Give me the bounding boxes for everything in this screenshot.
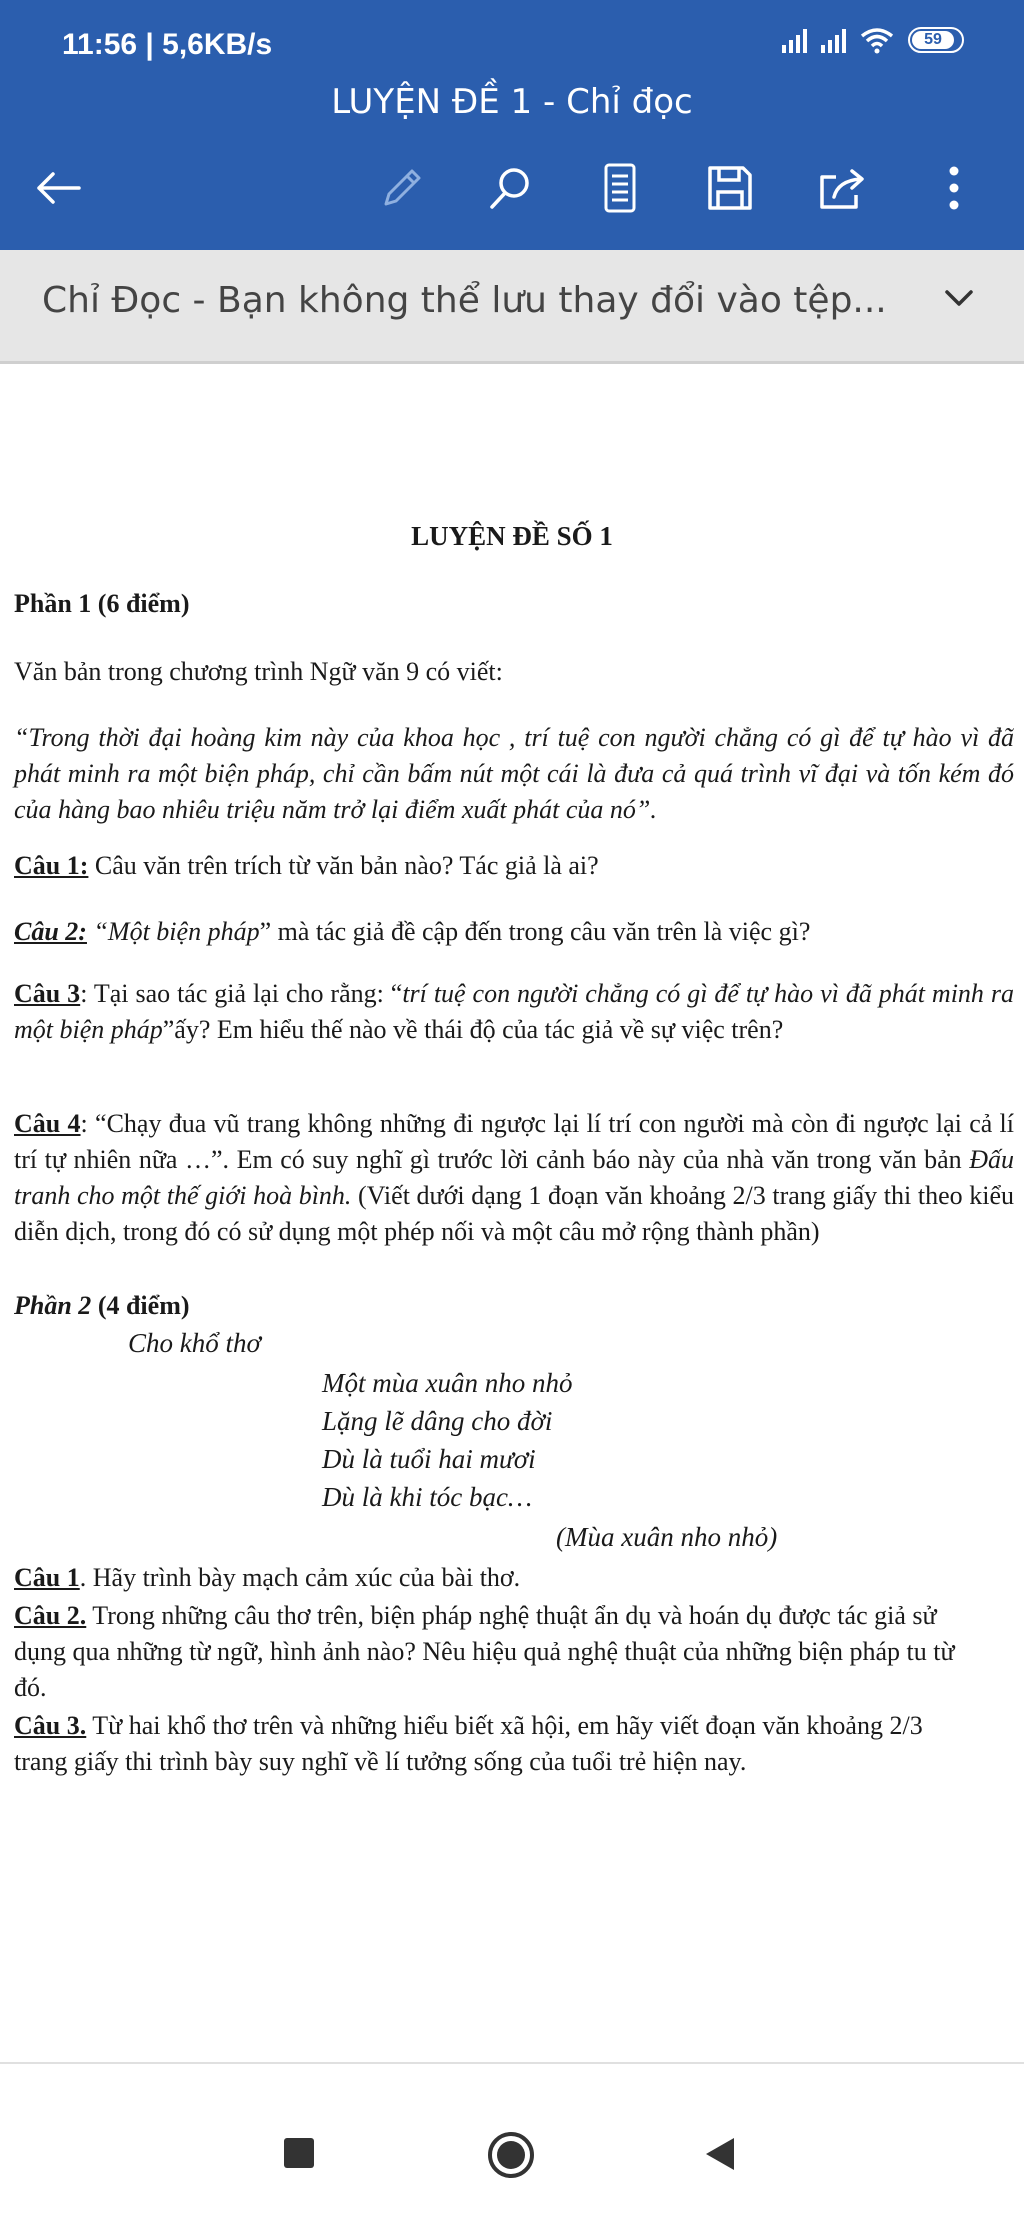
system-navigation-bar — [0, 2096, 1024, 2217]
question-3-text-b: ”ấy? Em hiểu thế nào về thái độ của tác giả về sự việc trên? — [162, 1015, 784, 1044]
document-title: LUYỆN ĐỀ 1 - Chỉ đọc — [331, 82, 693, 122]
share-button[interactable] — [812, 158, 872, 218]
question-2-italic: “Một biện pháp — [86, 917, 260, 946]
poem-intro: Cho khổ thơ — [128, 1328, 261, 1358]
question-1-text: Câu văn trên trích từ văn bản nào? Tác giả là ai? — [88, 851, 599, 880]
question-2-label: Câu 2: — [14, 917, 87, 946]
system-back-button[interactable] — [702, 2134, 738, 2179]
recent-apps-icon — [282, 2136, 316, 2170]
poem-line-3: Dù là tuổi hai mươi — [322, 1444, 536, 1474]
page-divider — [0, 2062, 1024, 2064]
part1-title: Phần 1 (6 điểm) — [14, 589, 190, 618]
part2-label: Phần 2 — [14, 1291, 92, 1320]
question-3-text-a: : Tại sao tác giả lại cho rằng: “ — [80, 979, 403, 1008]
poem-line-1: Một mùa xuân nho nhỏ — [322, 1368, 573, 1398]
question-3-label: Câu 3 — [14, 979, 81, 1008]
question-4 — [14, 1106, 1014, 1250]
part2-question-3-text: Từ hai khổ thơ trên và những hiểu biết xã hội, em hãy viết đoạn văn khoảng 2/3 trang giấy thi trình bày suy nghĩ về lí tưởng sống của tuổi trẻ hiện nay. — [14, 1711, 923, 1776]
question-4-text-b: (Viết dưới dạng 1 đoạn văn khoảng 2/3 trang giấy thi theo kiểu diễn dịch, trong đó có sử dụng một phép nối và một câu mở rộng thành phần) — [14, 1181, 1014, 1246]
question-2 — [14, 914, 1014, 950]
more-icon — [946, 163, 962, 213]
signal-icon — [782, 27, 807, 53]
wifi-icon — [860, 26, 894, 54]
part2-question-2-label: Câu 2. — [14, 1601, 87, 1630]
read-only-bar[interactable] — [0, 250, 1024, 364]
share-icon — [816, 163, 868, 213]
search-button[interactable] — [480, 158, 540, 218]
part2-title — [14, 1288, 1014, 1324]
recent-apps-button[interactable] — [282, 2136, 316, 2175]
part2-question-1-text: . Hãy trình bày mạch cảm xúc của bài thơ. — [79, 1563, 521, 1592]
question-3 — [14, 976, 1014, 1048]
poem-source: (Mùa xuân nho nhỏ) — [556, 1522, 778, 1552]
reading-view-button[interactable] — [590, 158, 650, 218]
status-time: 11:56 | 5,6KB/s — [62, 28, 273, 61]
battery-level: 59 — [912, 31, 954, 49]
app-header — [0, 0, 1024, 250]
home-icon — [486, 2130, 536, 2180]
document-heading: LUYỆN ĐỀ SỐ 1 — [411, 521, 613, 551]
pencil-icon — [378, 164, 426, 212]
question-3-italic: trí tuệ con người chẳng có gì để tự hào vì đã phát minh ra một biện pháp — [14, 979, 1014, 1044]
part2-score: (4 điểm) — [91, 1291, 190, 1320]
part2-question-1-label: Câu 1 — [14, 1563, 80, 1592]
document-page — [0, 364, 1024, 2064]
save-icon — [705, 163, 755, 213]
intro-text: Văn bản trong chương trình Ngữ văn 9 có viết: — [14, 657, 503, 686]
reading-view-icon — [600, 162, 640, 214]
home-button[interactable] — [486, 2130, 536, 2185]
question-4-label: Câu 4 — [14, 1109, 81, 1138]
part2-question-3 — [14, 1708, 974, 1780]
edit-button[interactable] — [372, 158, 432, 218]
signal-icon-2 — [821, 27, 846, 53]
question-1 — [14, 848, 1014, 884]
battery-icon — [908, 27, 964, 53]
quote-paragraph: “Trong thời đại hoàng kim này của khoa học , trí tuệ con người chẳng có gì để tự hào vì đã phát minh ra một biện pháp, chỉ cần bấm nút một cái là đưa cả quá trình vĩ đại và tốn kém đó của hàng bao nhiêu triệu năm trở lại điểm xuất phát của nó”. — [14, 723, 1014, 824]
back-arrow-icon — [33, 168, 83, 208]
question-4-italic: Đấu tranh cho một thế giới hoà bình. — [14, 1145, 1014, 1210]
question-2-text: ” mà tác giả đề cập đến trong câu văn trên là việc gì? — [259, 917, 811, 946]
status-icons — [782, 26, 964, 54]
part2-question-2 — [14, 1598, 974, 1706]
part2-question-1 — [14, 1560, 1014, 1596]
back-icon — [702, 2134, 738, 2174]
back-button[interactable] — [28, 158, 88, 218]
read-only-message: Chỉ Đọc - Bạn không thể lưu thay đổi vào tệp... — [42, 280, 887, 321]
question-4-text-a: : “Chạy đua vũ trang không những đi ngược lại lí trí con người mà còn đi ngược lại cả lí trí tự nhiên nữa …”. Em có suy nghĩ gì trước lời cảnh báo này của nhà văn trong văn bản — [14, 1109, 1014, 1174]
save-button[interactable] — [700, 158, 760, 218]
chevron-down-icon[interactable] — [942, 286, 976, 310]
part2-question-3-label: Câu 3. — [14, 1711, 87, 1740]
part2-question-2-text: Trong những câu thơ trên, biện pháp nghệ thuật ẩn dụ và hoán dụ được tác giả sử dụng qua những từ ngữ, hình ảnh nào? Nêu hiệu quả nghệ thuật của những biện pháp tu từ đó. — [14, 1601, 955, 1702]
search-icon — [485, 163, 535, 213]
poem-line-2: Lặng lẽ dâng cho đời — [322, 1406, 553, 1436]
question-1-label: Câu 1: — [14, 851, 89, 880]
poem-line-4: Dù là khi tóc bạc… — [322, 1482, 532, 1512]
more-options-button[interactable] — [924, 158, 984, 218]
